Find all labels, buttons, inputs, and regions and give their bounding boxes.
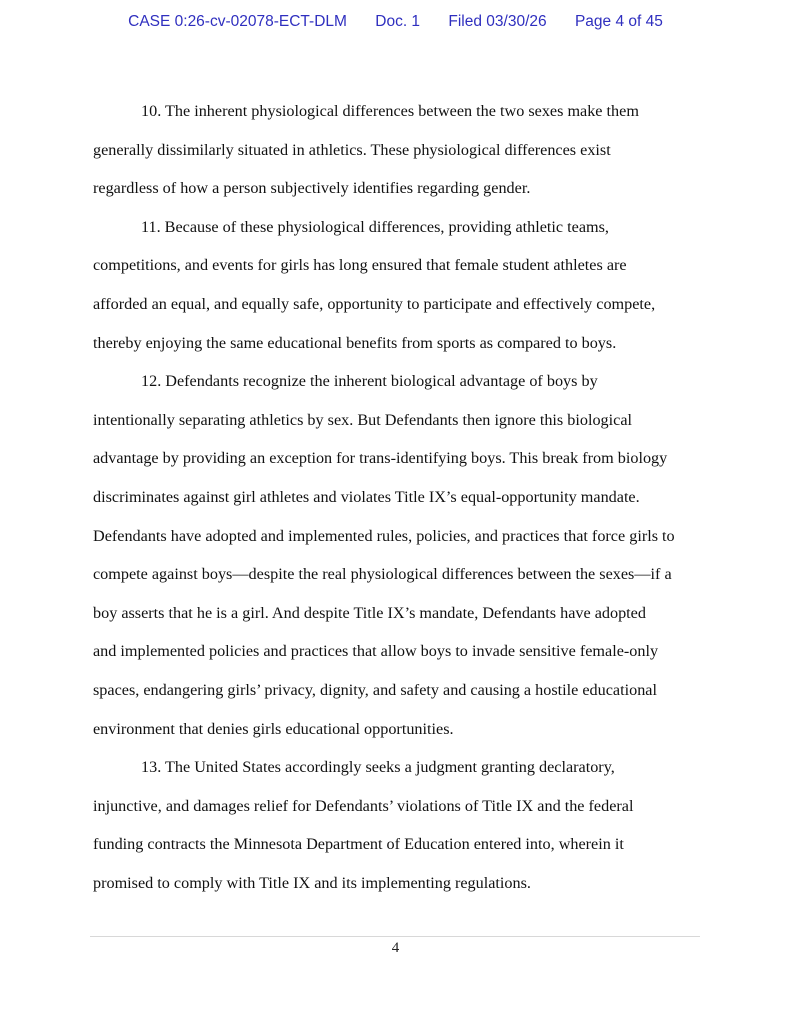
text-line: injunctive, and damages relief for Defendants’ violations of Title IX and the federal	[93, 796, 634, 815]
paragraph-12	[93, 362, 708, 748]
paragraph-10	[93, 92, 708, 208]
filed-date: Filed 03/30/26	[448, 13, 547, 30]
text-line: advantage by providing an exception for trans-identifying boys. This break from biology	[93, 449, 668, 468]
text-line: competitions, and events for girls has long ensured that female student athletes are	[93, 256, 627, 275]
page-number: 4	[391, 940, 400, 956]
text-line: generally dissimilarly situated in athletics. These physiological differences exist	[93, 140, 611, 159]
text-line: afforded an equal, and equally safe, opportunity to participate and effectively compete,	[93, 294, 656, 313]
case-header	[0, 13, 791, 31]
footer-divider	[90, 936, 700, 937]
paragraph-13	[93, 748, 708, 902]
page-indicator: Page 4 of 45	[574, 13, 663, 30]
text-line: spaces, endangering girls’ privacy, dignity, and safety and causing a hostile educational	[93, 680, 657, 699]
text-line: regardless of how a person subjectively identifies regarding gender.	[93, 179, 531, 198]
text-line: 12. Defendants recognize the inherent biological advantage of boys by	[141, 372, 598, 391]
text-line: Defendants have adopted and implemented rules, policies, and practices that force girls to	[93, 526, 675, 545]
text-line: intentionally separating athletics by sex. But Defendants then ignore this biological	[93, 410, 633, 429]
paragraph-11	[93, 208, 708, 362]
text-line: 10. The inherent physiological differences between the two sexes make them	[141, 102, 639, 120]
text-line: discriminates against girl athletes and violates Title IX’s equal-opportunity mandate.	[93, 487, 640, 506]
text-line: thereby enjoying the same educational benefits from sports as compared to boys.	[93, 333, 617, 352]
document-number: Doc. 1	[375, 13, 421, 30]
text-line: compete against boys—despite the real physiological differences between the sexes—if a	[93, 565, 672, 584]
text-line: 13. The United States accordingly seeks a judgment granting declaratory,	[141, 758, 615, 777]
text-line: and implemented policies and practices that allow boys to invade sensitive female-only	[93, 642, 659, 661]
text-line: environment that denies girls educational opportunities.	[93, 719, 454, 738]
case-number: CASE 0:26-cv-02078-ECT-DLM	[128, 13, 347, 30]
document-body	[93, 92, 708, 902]
text-line: 11. Because of these physiological differences, providing athletic teams,	[141, 217, 609, 236]
text-line: boy asserts that he is a girl. And despite Title IX’s mandate, Defendants have adopted	[93, 603, 646, 622]
text-line: promised to comply with Title IX and its implementing regulations.	[93, 873, 531, 892]
text-line: funding contracts the Minnesota Department of Education entered into, wherein it	[93, 835, 624, 854]
